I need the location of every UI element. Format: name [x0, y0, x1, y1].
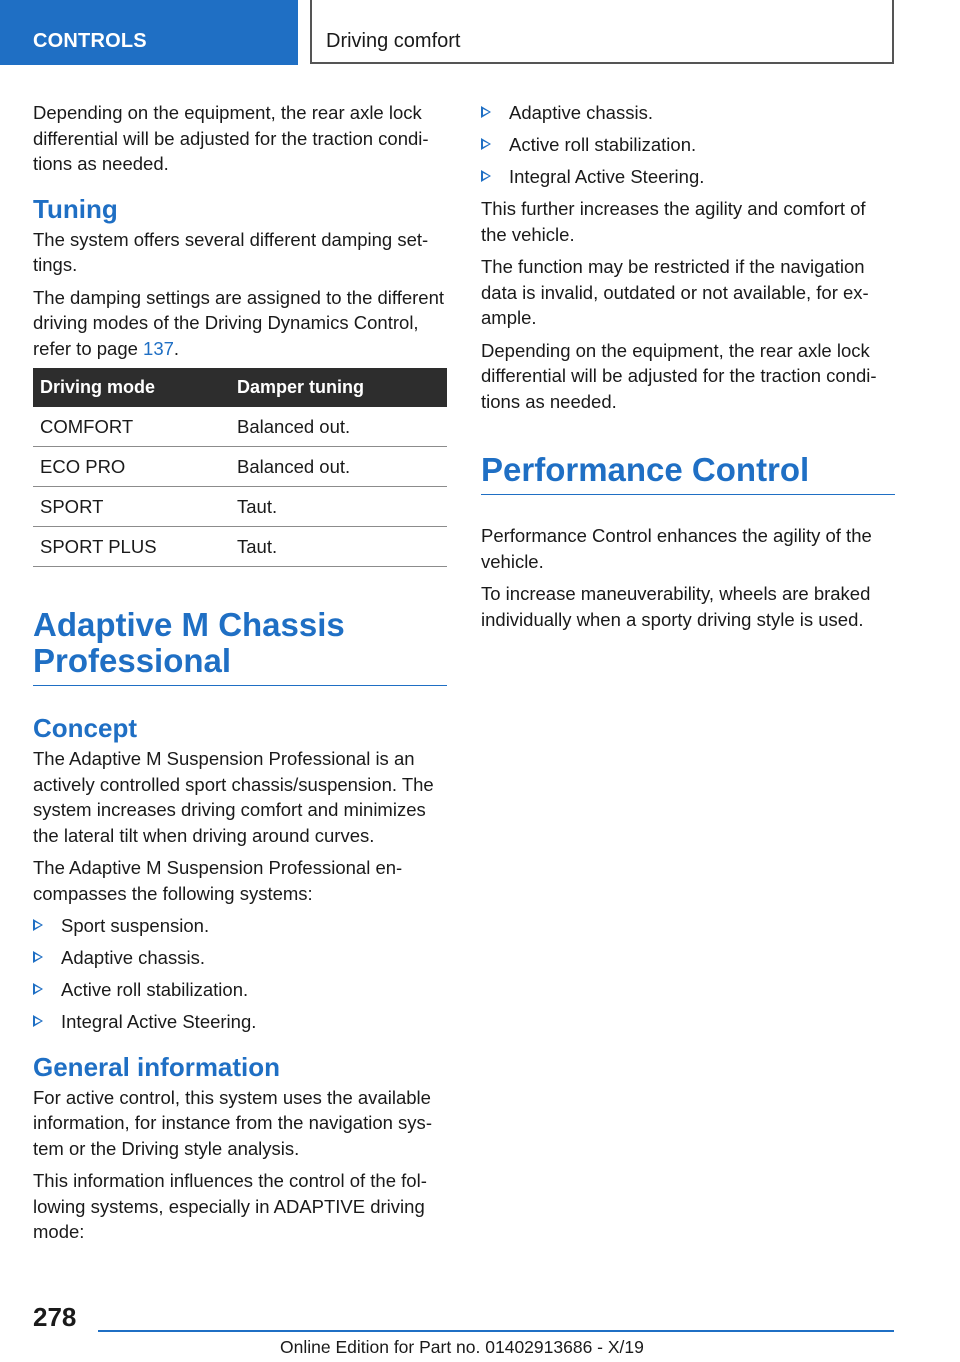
list-item-text: Active roll stabilization. [61, 979, 249, 1000]
table-header-row [33, 368, 447, 407]
concept-paragraph-1: The Adaptive M Suspension Professional is an actively controlled sport chassis/suspension. The system increases driving comfort and minimizes the lateral tilt when driving around curves. [33, 748, 434, 846]
intro-paragraph: Depending on the equipment, the rear axle lock differential will be adjusted for the traction conditions as needed. [33, 102, 429, 174]
bullet-triangle-icon [33, 1015, 43, 1027]
bullet-triangle-icon [481, 106, 491, 118]
bullet-triangle-icon [33, 951, 43, 963]
list-item [33, 913, 447, 939]
tuning-heading: Tuning [33, 193, 118, 224]
bullet-triangle-icon [481, 170, 491, 182]
page-number: 278 [33, 1302, 77, 1332]
column-header-driving-mode: Driving mode [33, 368, 230, 407]
header-section-tab [0, 0, 298, 65]
footer-divider [98, 1330, 894, 1332]
performance-control-heading: Performance Control [481, 452, 895, 495]
bullet-triangle-icon [33, 983, 43, 995]
bullet-triangle-icon [481, 138, 491, 150]
table-cell: SPORT [33, 487, 230, 527]
concept-system-list [33, 913, 447, 1035]
left-column [33, 100, 447, 1252]
table-row [33, 527, 447, 567]
tuning-p2-end: . [173, 337, 180, 359]
header-section-label: CONTROLS [33, 30, 147, 52]
table-cell: COMFORT [33, 407, 230, 447]
right-paragraph-3: Depending on the equipment, the rear axle lock differential will be adjusted for the traction conditions as needed. [481, 339, 877, 412]
list-item-text: Integral Active Steering. [509, 166, 705, 187]
list-item-text: Adaptive chassis. [509, 102, 653, 123]
chassis-section-heading: Adaptive M Chassis Professional [33, 607, 447, 686]
tuning-paragraph-2 [33, 285, 447, 362]
table-cell: Taut. [230, 527, 447, 567]
table-row [33, 407, 447, 447]
right-paragraph-2: The function may be restricted if the navigation data is invalid, outdated or not available, for example. [481, 256, 869, 328]
table-cell: SPORT PLUS [33, 527, 230, 567]
right-column [481, 100, 895, 639]
list-item [33, 1009, 447, 1035]
table-cell: Taut. [230, 487, 447, 527]
list-item [481, 100, 895, 126]
general-info-heading: General information [33, 1051, 281, 1082]
column-header-damper-tuning: Damper tuning [230, 368, 447, 407]
list-item [481, 164, 895, 190]
list-item [33, 945, 447, 971]
list-item-text: Integral Active Steering. [61, 1011, 257, 1032]
edition-footer: Online Edition for Part no. 01402913686 - X/19 [280, 1337, 644, 1357]
list-item-text: Active roll stabilization. [509, 134, 697, 155]
table-cell: Balanced out. [230, 407, 447, 447]
list-item [33, 977, 447, 1003]
list-item-text: Sport suspension. [61, 915, 210, 936]
list-item-text: Adaptive chassis. [61, 947, 205, 968]
header-chapter-label: Driving comfort [326, 30, 461, 52]
table-row [33, 487, 447, 527]
damper-tuning-table [33, 368, 447, 567]
tuning-paragraph-1: The system offers several different damping settings. [33, 228, 429, 275]
table-cell: Balanced out. [230, 447, 447, 487]
general-paragraph-2: This information influences the control of the following systems, especially in ADAPTIVE driving mode: [33, 1170, 427, 1242]
right-paragraph-1: This further increases the agility and comfort of the vehicle. [481, 198, 866, 245]
header-chapter-box [310, 0, 894, 64]
table-cell: ECO PRO [33, 447, 230, 487]
performance-paragraph-2: To increase maneuverability, wheels are braked individually when a sporty driving style is used. [481, 583, 871, 630]
concept-heading: Concept [33, 713, 137, 743]
table-row [33, 447, 447, 487]
concept-paragraph-2: The Adaptive M Suspension Professional encompasses the following systems: [33, 857, 403, 904]
adaptive-system-list [481, 100, 895, 190]
tuning-p2-text: The damping settings are assigned to the different driving modes of the Driving Dynamics Control, refer to page [33, 286, 445, 359]
general-paragraph-1: For active control, this system uses the available information, for instance from the navigation system or the Driving style analysis. [33, 1086, 432, 1159]
performance-paragraph-1: Performance Control enhances the agility of the vehicle. [481, 525, 872, 572]
list-item [481, 132, 895, 158]
page-reference-link[interactable]: 137 [143, 337, 174, 359]
bullet-triangle-icon [33, 919, 43, 931]
